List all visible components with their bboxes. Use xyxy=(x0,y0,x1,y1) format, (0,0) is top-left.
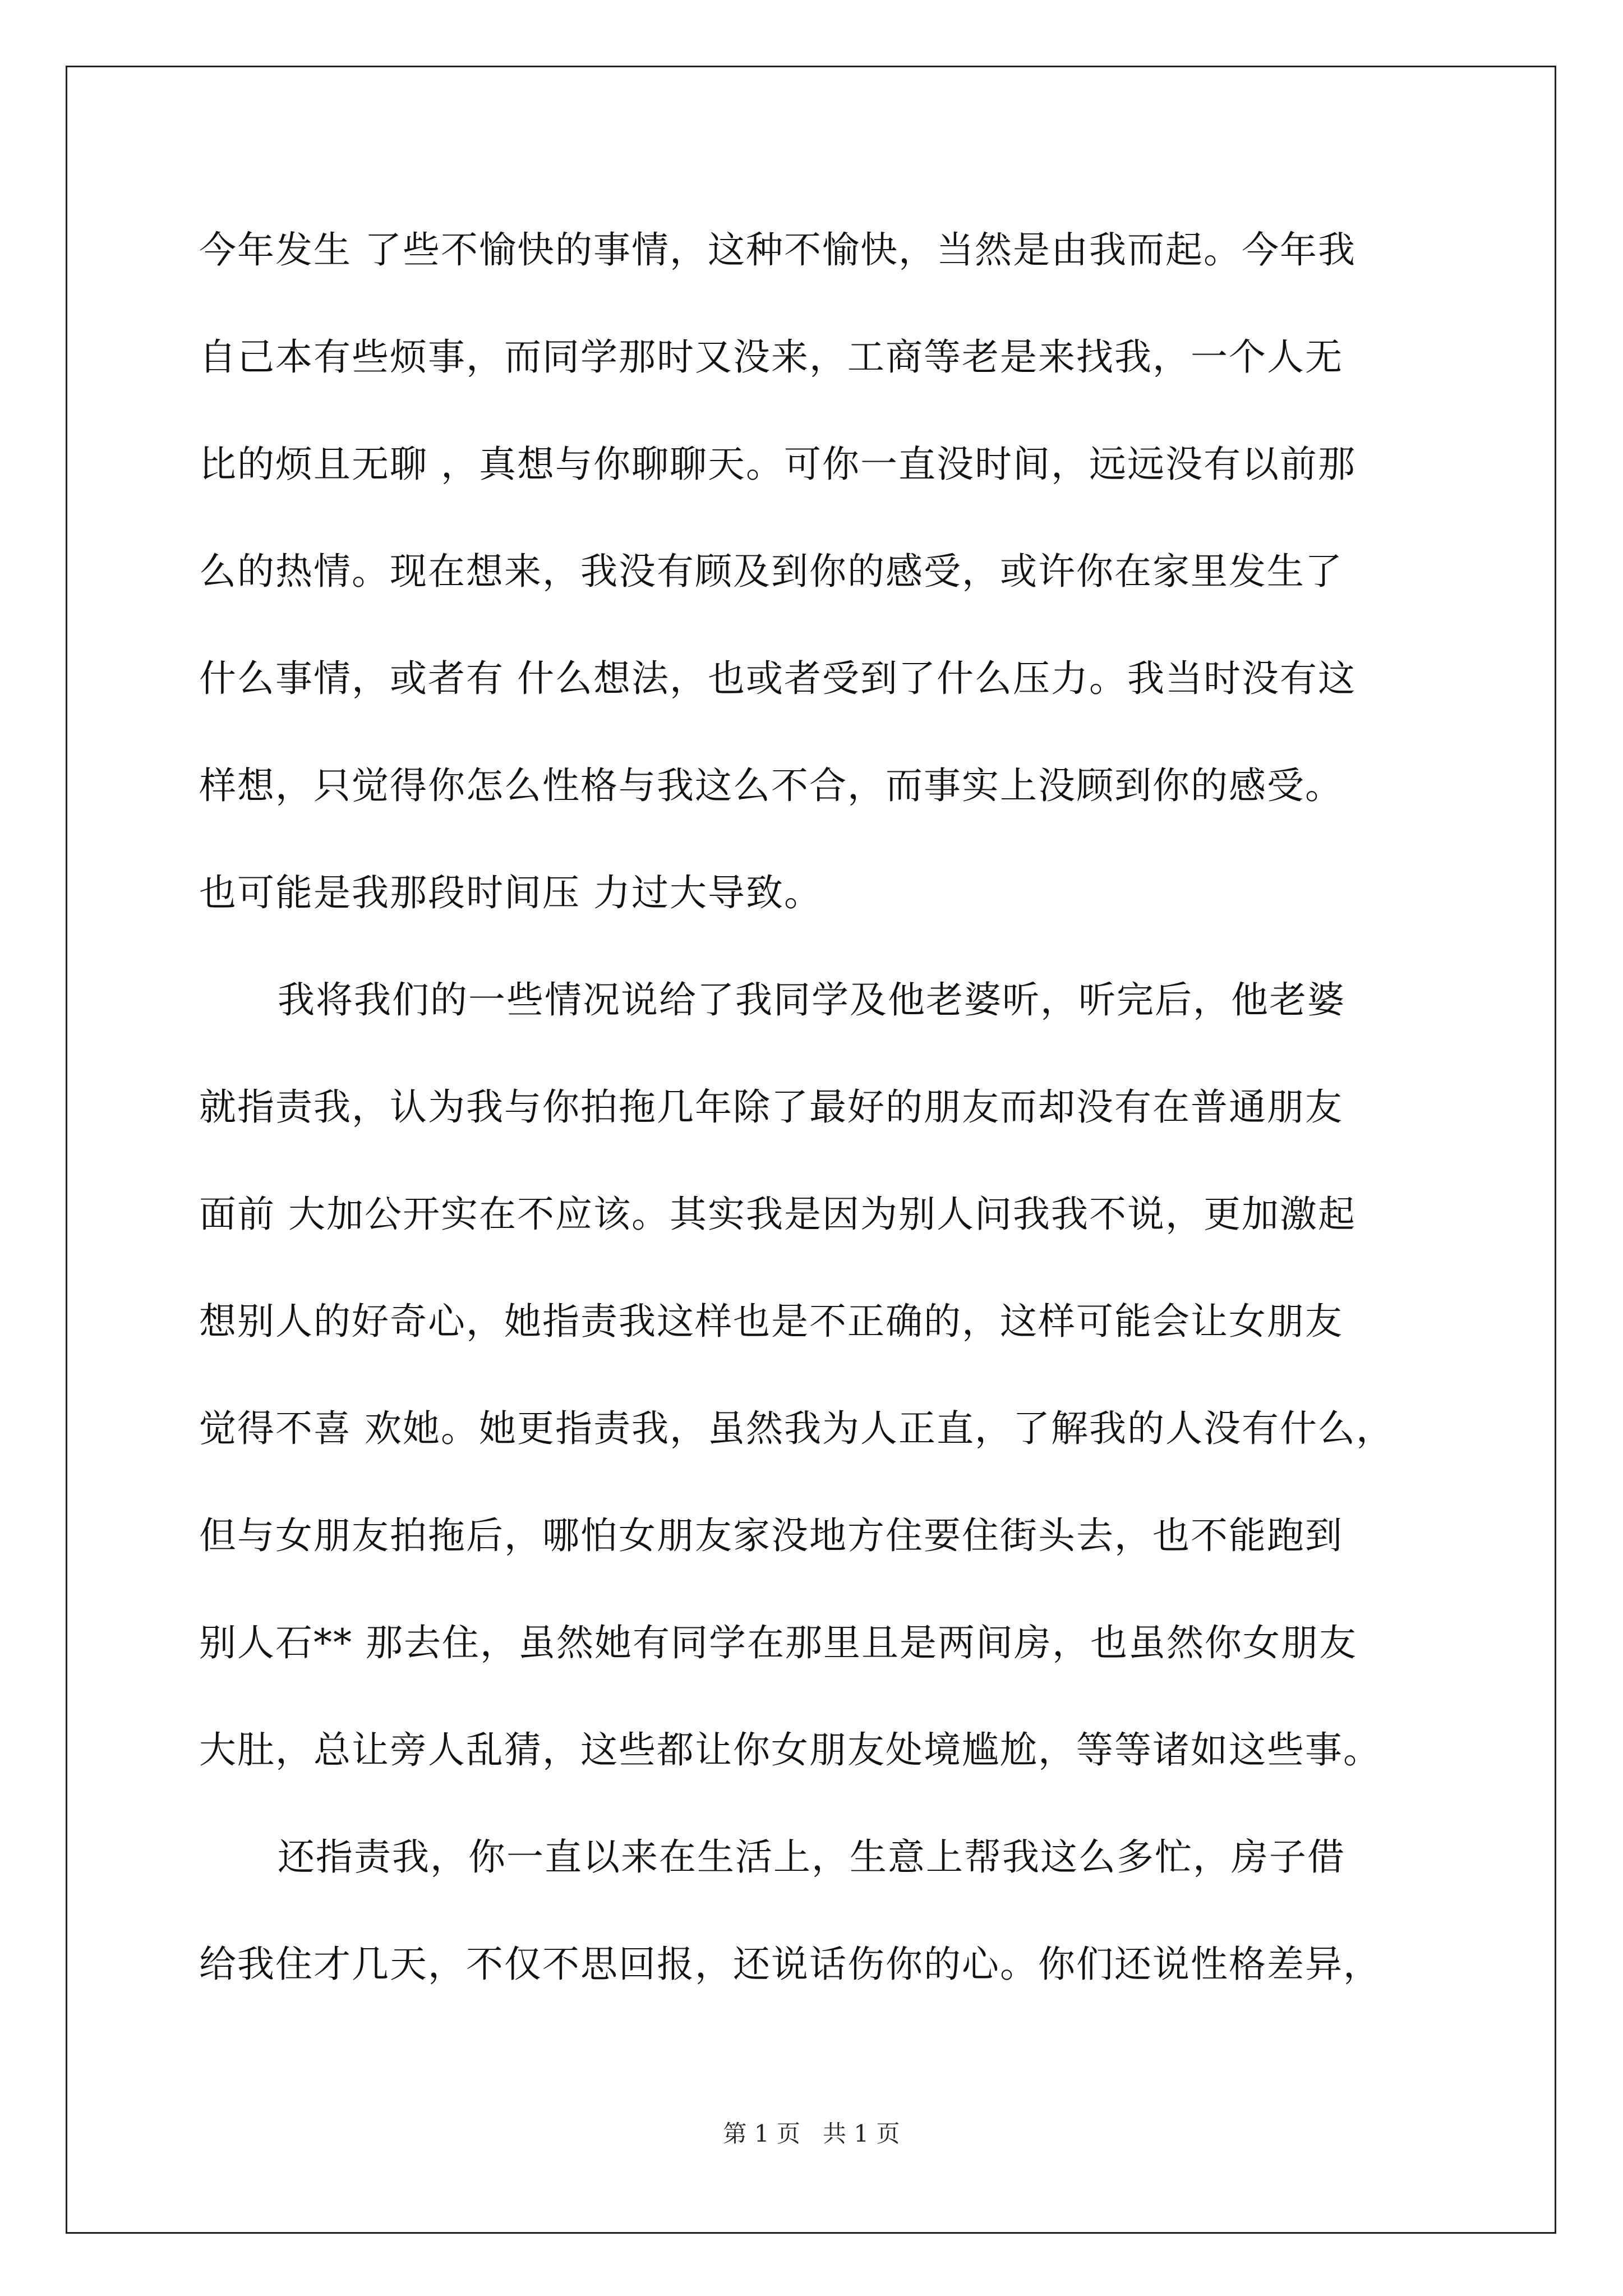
text-line: 也可能是我那段时间压 力过大导致。 xyxy=(199,871,822,914)
text-line: 就指责我，认为我与你拍拖几年除了最好的朋友而却没有在普通朋友 xyxy=(199,1085,1343,1129)
text-line: 面前 大加公开实在不应该。其实我是因为别人问我我不说，更加激起 xyxy=(199,1193,1356,1236)
page-footer: 第 1 页 共 1 页 xyxy=(723,2120,900,2147)
text-line: 别人石** 那去住，虽然她有同学在那里且是两间房，也虽然你女朋友 xyxy=(199,1621,1357,1664)
text-line: 觉得不喜 欢她。她更指责我，虽然我为人正直，了解我的人没有什么， xyxy=(199,1407,1394,1450)
text-line: 么的热情。现在想来，我没有顾及到你的感受，或许你在家里发生了 xyxy=(199,550,1343,593)
text-line: 什么事情，或者有 什么想法，也或者受到了什么压力。我当时没有这 xyxy=(199,657,1356,700)
text-line: 但与女朋友拍拖后，哪怕女朋友家没地方住要住街头去，也不能跑到 xyxy=(199,1514,1343,1557)
text-line: 今年发生 了些不愉快的事情，这种不愉快，当然是由我而起。今年我 xyxy=(199,228,1356,272)
text-line: 样想，只觉得你怎么性格与我这么不合，而事实上没顾到你的感受。 xyxy=(199,764,1343,807)
text-line: 自己本有些烦事，而同学那时又没来，工商等老是来找我，一个人无 xyxy=(199,335,1343,379)
text-line: 大肚，总让旁人乱猜，这些都让你女朋友处境尴尬，等等诸如这些事。 xyxy=(199,1728,1381,1772)
text-line: 给我住才几天，不仅不思回报，还说话伤你的心。你们还说性格差异， xyxy=(199,1943,1381,1986)
document-body xyxy=(199,219,1438,2040)
paragraph-first-line: 我将我们的一些情况说给了我同学及他老婆听，听完后，他老婆 xyxy=(278,978,1345,1022)
text-line: 比的烦且无聊 ，真想与你聊聊天。可你一直没时间，远远没有以前那 xyxy=(199,443,1356,486)
paragraph-first-line: 还指责我，你一直以来在生活上，生意上帮我这么多忙，房子借 xyxy=(278,1835,1345,1879)
text-line: 想别人的好奇心，她指责我这样也是不正确的，这样可能会让女朋友 xyxy=(199,1300,1343,1343)
